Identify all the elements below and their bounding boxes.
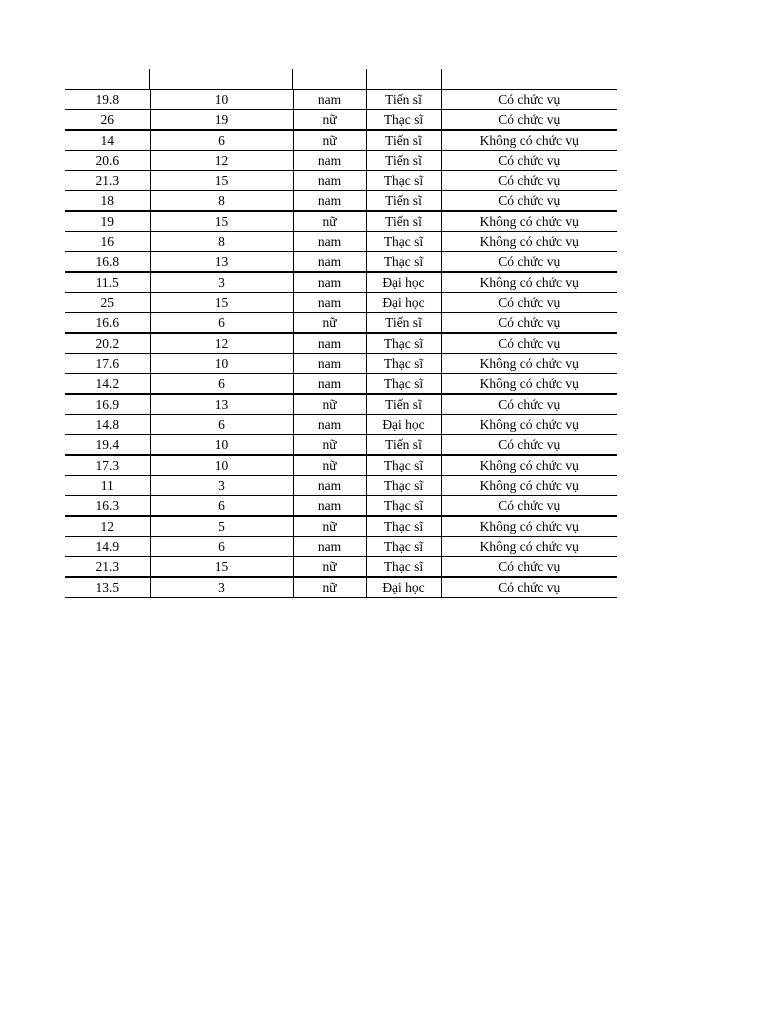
table-cell[interactable]: nữ — [293, 130, 366, 151]
table-cell[interactable]: nam — [293, 496, 366, 517]
empty-header-cell — [367, 69, 442, 89]
table-row — [65, 313, 617, 334]
table-cell[interactable]: nam — [293, 90, 366, 110]
table-cell[interactable]: Có chức vụ — [441, 394, 617, 415]
table-cell[interactable]: 6 — [150, 537, 293, 557]
table-cell[interactable]: 3 — [150, 577, 293, 598]
empty-header-cell — [150, 69, 293, 89]
table-cell[interactable]: 16.3 — [65, 496, 150, 517]
table-cell[interactable]: 6 — [150, 496, 293, 517]
table-cell[interactable]: Thạc sĩ — [366, 476, 441, 496]
table-cell[interactable]: Thạc sĩ — [366, 354, 441, 374]
table-cell[interactable]: 8 — [150, 191, 293, 212]
table-cell[interactable]: 11.5 — [65, 272, 150, 293]
table-row — [65, 577, 617, 598]
table-cell[interactable]: 17.3 — [65, 455, 150, 476]
table-cell[interactable]: Thạc sĩ — [366, 557, 441, 578]
header-row-empty — [65, 69, 617, 89]
table-cell[interactable]: Không có chức vụ — [441, 211, 617, 232]
table-row — [65, 293, 617, 313]
table-cell[interactable]: 19 — [150, 110, 293, 131]
table-cell[interactable]: Không có chức vụ — [441, 537, 617, 557]
table-cell[interactable]: Có chức vụ — [441, 191, 617, 212]
table-cell[interactable]: 20.6 — [65, 151, 150, 171]
table-cell[interactable]: 15 — [150, 171, 293, 191]
table-row — [65, 455, 617, 476]
table-cell[interactable]: 8 — [150, 232, 293, 252]
table-row — [65, 211, 617, 232]
table-cell[interactable]: 6 — [150, 415, 293, 435]
table-cell[interactable]: 12 — [65, 516, 150, 537]
table-cell[interactable]: 3 — [150, 476, 293, 496]
table-cell[interactable]: Tiến sĩ — [366, 394, 441, 415]
table-cell[interactable]: 21.3 — [65, 171, 150, 191]
table-cell[interactable]: Đại học — [366, 272, 441, 293]
table-cell[interactable]: Tiến sĩ — [366, 130, 441, 151]
table-cell[interactable]: 14 — [65, 130, 150, 151]
table-row — [65, 171, 617, 191]
table-cell[interactable]: Đại học — [366, 293, 441, 313]
table-cell[interactable]: 6 — [150, 313, 293, 334]
table-cell[interactable]: 3 — [150, 272, 293, 293]
table-cell[interactable]: nam — [293, 272, 366, 293]
table-cell[interactable]: nam — [293, 333, 366, 354]
table-cell[interactable]: Tiến sĩ — [366, 435, 441, 456]
table-cell[interactable]: 12 — [150, 333, 293, 354]
table-row — [65, 415, 617, 435]
table-cell[interactable]: Đại học — [366, 577, 441, 598]
table-cell[interactable]: nữ — [293, 516, 366, 537]
table-cell[interactable]: 14.2 — [65, 374, 150, 395]
table-row — [65, 333, 617, 354]
table-cell[interactable]: Thạc sĩ — [366, 232, 441, 252]
table-cell[interactable]: 20.2 — [65, 333, 150, 354]
table-cell[interactable]: nam — [293, 476, 366, 496]
table-cell[interactable]: nữ — [293, 394, 366, 415]
table-row — [65, 191, 617, 212]
table-cell[interactable]: Thạc sĩ — [366, 252, 441, 273]
table-cell[interactable]: 16.6 — [65, 313, 150, 334]
table-row — [65, 435, 617, 456]
table-row — [65, 394, 617, 415]
table-cell[interactable]: nữ — [293, 557, 366, 578]
table-cell[interactable]: 19.8 — [65, 90, 150, 110]
table-row — [65, 496, 617, 517]
table-cell[interactable]: Không có chức vụ — [441, 516, 617, 537]
table-row — [65, 151, 617, 171]
table-cell[interactable]: 13.5 — [65, 577, 150, 598]
table-cell[interactable]: nữ — [293, 435, 366, 456]
data-table — [65, 90, 617, 598]
table-row — [65, 516, 617, 537]
table-row — [65, 374, 617, 395]
table-cell[interactable]: 10 — [150, 455, 293, 476]
table-row — [65, 557, 617, 578]
table-cell[interactable]: nam — [293, 293, 366, 313]
table-cell[interactable]: Tiến sĩ — [366, 211, 441, 232]
table-row — [65, 90, 617, 110]
table-cell[interactable]: Thạc sĩ — [366, 110, 441, 131]
table-cell[interactable]: 13 — [150, 252, 293, 273]
table-cell[interactable]: 10 — [150, 354, 293, 374]
table-row — [65, 130, 617, 151]
table-cell[interactable]: nam — [293, 354, 366, 374]
table-cell[interactable]: Không có chức vụ — [441, 130, 617, 151]
table-cell[interactable]: nam — [293, 415, 366, 435]
table-cell[interactable]: 12 — [150, 151, 293, 171]
table-cell[interactable]: 25 — [65, 293, 150, 313]
table-cell[interactable]: Thạc sĩ — [366, 496, 441, 517]
table-cell[interactable]: Thạc sĩ — [366, 537, 441, 557]
table-cell[interactable]: nam — [293, 171, 366, 191]
table-row — [65, 252, 617, 273]
table-cell[interactable]: 26 — [65, 110, 150, 131]
table-cell[interactable]: Có chức vụ — [441, 333, 617, 354]
table-cell[interactable]: Thạc sĩ — [366, 374, 441, 395]
table-cell[interactable]: nữ — [293, 211, 366, 232]
table-cell[interactable]: Có chức vụ — [441, 171, 617, 191]
table-cell[interactable]: Không có chức vụ — [441, 476, 617, 496]
table-cell[interactable]: 18 — [65, 191, 150, 212]
table-cell[interactable]: Có chức vụ — [441, 252, 617, 273]
table-cell[interactable]: Tiến sĩ — [366, 191, 441, 212]
table-cell[interactable]: Thạc sĩ — [366, 516, 441, 537]
table-cell[interactable]: nữ — [293, 455, 366, 476]
table-cell[interactable]: 16 — [65, 232, 150, 252]
table-cell[interactable]: Có chức vụ — [441, 435, 617, 456]
table-cell[interactable]: Tiến sĩ — [366, 90, 441, 110]
table-cell[interactable]: 5 — [150, 516, 293, 537]
table-cell[interactable]: Có chức vụ — [441, 293, 617, 313]
table-cell[interactable]: Có chức vụ — [441, 557, 617, 578]
table-cell[interactable]: nam — [293, 252, 366, 273]
table-cell[interactable]: Không có chức vụ — [441, 272, 617, 293]
table-cell[interactable]: 21.3 — [65, 557, 150, 578]
table-row — [65, 110, 617, 131]
table-row — [65, 354, 617, 374]
table-cell[interactable]: Tiến sĩ — [366, 313, 441, 334]
table-cell[interactable]: nam — [293, 374, 366, 395]
table-cell[interactable]: Thạc sĩ — [366, 171, 441, 191]
table-cell[interactable]: 15 — [150, 211, 293, 232]
table-cell[interactable]: Tiến sĩ — [366, 151, 441, 171]
table-cell[interactable]: Không có chức vụ — [441, 374, 617, 395]
table-row — [65, 232, 617, 252]
data-table-body — [65, 90, 617, 598]
table-cell[interactable]: 15 — [150, 557, 293, 578]
table-cell[interactable]: Có chức vụ — [441, 110, 617, 131]
empty-header-cell — [293, 69, 366, 89]
table-row — [65, 476, 617, 496]
table-cell[interactable]: 19 — [65, 211, 150, 232]
table-cell[interactable]: 15 — [150, 293, 293, 313]
table-cell[interactable]: 10 — [150, 435, 293, 456]
table-cell[interactable]: nam — [293, 151, 366, 171]
table-cell[interactable]: nữ — [293, 577, 366, 598]
table-cell[interactable]: Có chức vụ — [441, 90, 617, 110]
table-cell[interactable]: 13 — [150, 394, 293, 415]
empty-header-cell — [65, 69, 150, 89]
table-cell[interactable]: Không có chức vụ — [441, 232, 617, 252]
table-cell[interactable]: Có chức vụ — [441, 313, 617, 334]
table-cell[interactable]: Có chức vụ — [441, 577, 617, 598]
table-cell[interactable]: Có chức vụ — [441, 496, 617, 517]
table-cell[interactable]: 19.4 — [65, 435, 150, 456]
table-cell[interactable]: 6 — [150, 374, 293, 395]
table-cell[interactable]: nam — [293, 537, 366, 557]
table-cell[interactable]: 10 — [150, 90, 293, 110]
table-cell[interactable]: Thạc sĩ — [366, 333, 441, 354]
table-cell[interactable]: 6 — [150, 130, 293, 151]
table-cell[interactable]: Không có chức vụ — [441, 455, 617, 476]
table-cell[interactable]: 11 — [65, 476, 150, 496]
table-cell[interactable]: Không có chức vụ — [441, 354, 617, 374]
table-cell[interactable]: nam — [293, 232, 366, 252]
table-cell[interactable]: 16.9 — [65, 394, 150, 415]
table-cell[interactable]: Đại học — [366, 415, 441, 435]
table-cell[interactable]: nữ — [293, 110, 366, 131]
table-cell[interactable]: nam — [293, 191, 366, 212]
table-cell[interactable]: Không có chức vụ — [441, 415, 617, 435]
empty-header-cell — [442, 69, 617, 89]
table-cell[interactable]: 16.8 — [65, 252, 150, 273]
table-cell[interactable]: Có chức vụ — [441, 151, 617, 171]
table-cell[interactable]: nữ — [293, 313, 366, 334]
table-cell[interactable]: Thạc sĩ — [366, 455, 441, 476]
spreadsheet — [65, 69, 617, 598]
table-row — [65, 272, 617, 293]
table-cell[interactable]: 14.9 — [65, 537, 150, 557]
table-cell[interactable]: 14.8 — [65, 415, 150, 435]
table-cell[interactable]: 17.6 — [65, 354, 150, 374]
table-row — [65, 537, 617, 557]
